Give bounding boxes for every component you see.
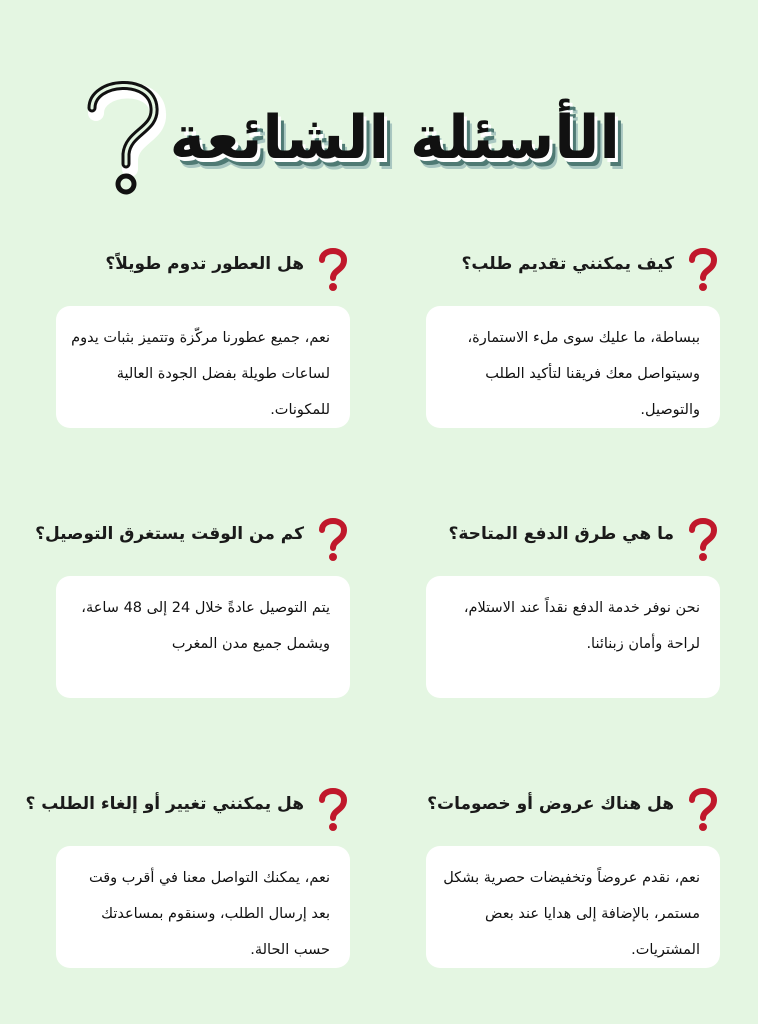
faq-question: كم من الوقت يستغرق التوصيل؟ <box>35 524 304 544</box>
faq-question: هل يمكنني تغيير أو إلغاء الطلب ؟ <box>25 794 304 814</box>
question-mark-icon <box>70 70 170 200</box>
faq-answer: نعم، جميع عطورنا مركّزة وتتميز بثبات يدوم لساعات طويلة بفضل الجودة العالية للمكونات. <box>71 330 330 418</box>
faq-question-row <box>426 780 720 838</box>
question-mark-icon <box>686 786 720 832</box>
faq-item-order <box>426 240 720 428</box>
faq-answer-card <box>426 576 720 698</box>
faq-answer: نعم، يمكنك التواصل معنا في أقرب وقت بعد إرسال الطلب، وسنقوم بمساعدتك حسب الحالة. <box>88 870 330 958</box>
faq-answer-card <box>426 846 720 968</box>
faq-item-perfume-duration <box>56 240 350 428</box>
faq-answer: ببساطة، ما عليك سوى ملء الاستمارة، وسيتواصل معك فريقنا لتأكيد الطلب والتوصيل. <box>467 330 700 418</box>
faq-question: هل هناك عروض أو خصومات؟ <box>427 794 674 814</box>
faq-item-change-cancel <box>25 780 350 968</box>
faq-question-row <box>56 240 350 298</box>
faq-answer: نحن نوفر خدمة الدفع نقداً عند الاستلام، لراحة وأمان زبنائنا. <box>463 600 700 652</box>
question-mark-icon <box>686 246 720 292</box>
faq-item-payment <box>426 510 720 698</box>
faq-question-row <box>25 780 350 838</box>
faq-answer-card <box>56 306 350 428</box>
faq-question: ما هي طرق الدفع المتاحة؟ <box>448 524 674 544</box>
faq-question-row <box>426 240 720 298</box>
header <box>70 70 690 200</box>
faq-answer: نعم، نقدم عروضاً وتخفيضات حصرية بشكل مستمر، بالإضافة إلى هدايا عند بعض المشتريات. <box>443 870 700 958</box>
question-mark-icon <box>316 516 350 562</box>
faq-answer: يتم التوصيل عادةً خلال 24 إلى 48 ساعة، ويشمل جميع مدن المغرب <box>81 600 330 652</box>
faq-answer-card <box>56 846 350 968</box>
faq-item-offers <box>426 780 720 968</box>
faq-answer-card <box>426 306 720 428</box>
question-mark-icon <box>686 516 720 562</box>
faq-question-row <box>426 510 720 568</box>
question-mark-icon <box>316 246 350 292</box>
faq-question-row <box>35 510 350 568</box>
page-title: الأسئلة الشائعة <box>169 103 620 173</box>
faq-answer-card <box>56 576 350 698</box>
faq-item-delivery-time <box>35 510 350 698</box>
faq-question: كيف يمكنني تقديم طلب؟ <box>461 254 674 274</box>
faq-question: هل العطور تدوم طويلاً؟ <box>105 254 304 274</box>
question-mark-icon <box>316 786 350 832</box>
